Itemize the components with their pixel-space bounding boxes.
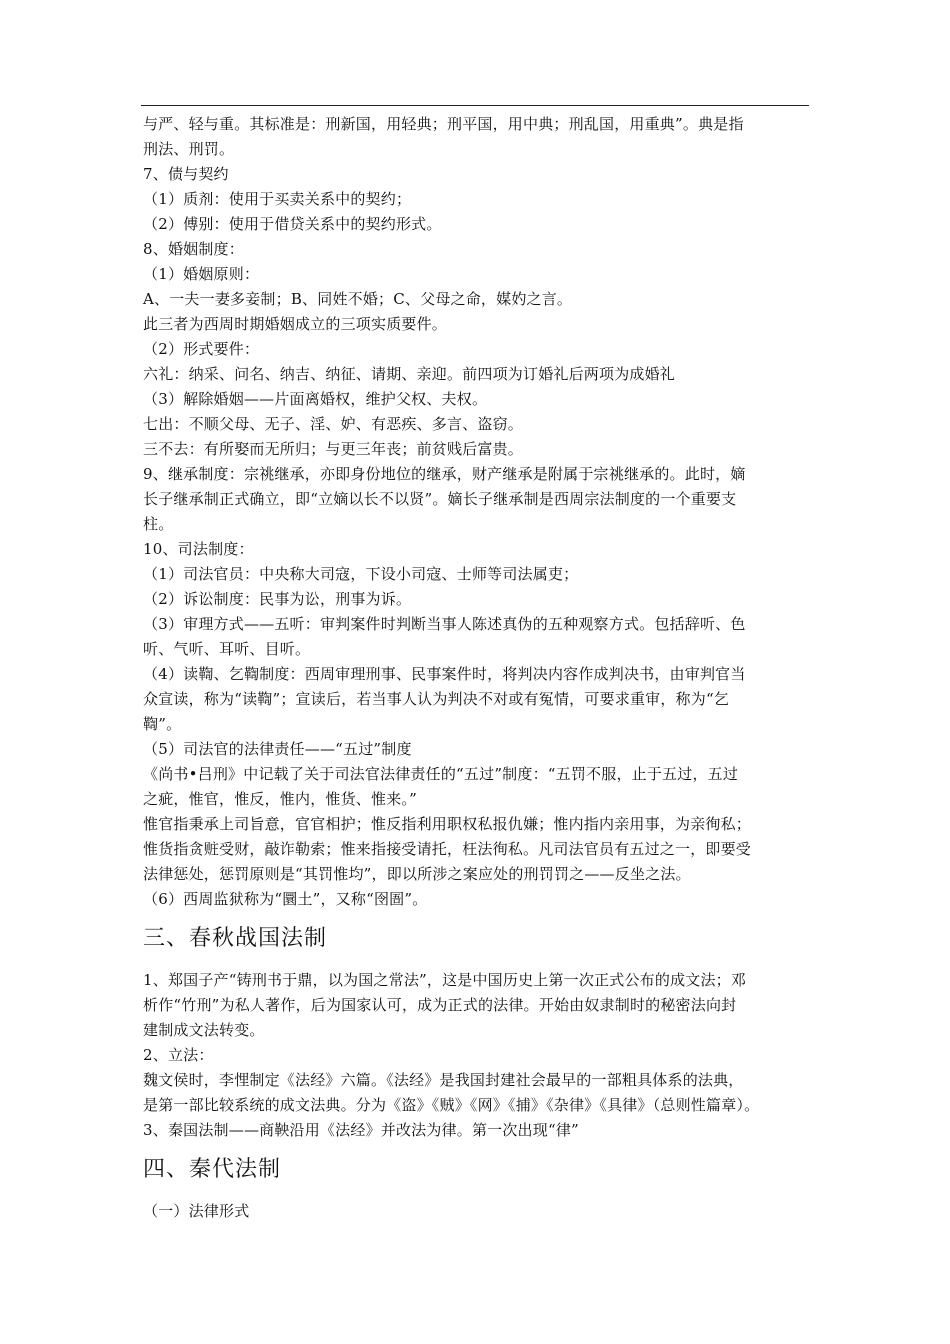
text-line: 9、继承制度：宗祧继承，亦即身份地位的继承，财产继承是附属于宗祧继承的。此时，嫡 <box>143 465 746 483</box>
section-spring-autumn-warring-states <box>143 968 811 1143</box>
text-line: 六礼：纳采、问名、纳吉、纳征、请期、亲迎。前四项为订婚礼后两项为成婚礼 <box>143 365 676 383</box>
text-line: 与严、轻与重。其标准是：刑新国，用轻典；刑平国，用中典；刑乱国，用重典”。典是指 <box>143 115 744 133</box>
text-line: 众宣读，称为“读鞫”；宣读后，若当事人认为判决不对或有冤情，可要求重审，称为“乞 <box>143 690 730 708</box>
text-line: 七出：不顺父母、无子、淫、妒、有恶疾、多言、盗窃。 <box>143 415 524 433</box>
text-line: 柱。 <box>143 515 174 533</box>
text-line: A、一夫一妻多妾制；B、同姓不婚；C、父母之命，媒妁之言。 <box>143 290 573 308</box>
text-line: 析作“竹刑”为私人著作，后为国家认可，成为正式的法律。开始由奴隶制时的秘密法向封 <box>143 996 737 1014</box>
text-line: 之疵，惟官，惟反，惟内，惟货、惟来。” <box>143 790 417 808</box>
text-line: 是第一部比较系统的成文法典。分为《盗》《贼》《网》《捕》《杂律》《具律》（总则性篇章）。 <box>143 1096 760 1114</box>
text-line: 此三者为西周时期婚姻成立的三项实质要件。 <box>143 315 448 333</box>
text-line: 《尚书•吕刑》中记载了关于司法官法律责任的“五过”制度：“五罚不服，止于五过，五过 <box>143 765 739 783</box>
text-line: 鞫”。 <box>143 715 182 733</box>
text-line: （2）形式要件： <box>143 340 260 358</box>
section-western-zhou-continued <box>143 112 811 912</box>
text-line: （6）西周监狱称为“圜土”，又称“囹圄”。 <box>143 890 428 908</box>
text-line: 10、司法制度： <box>143 540 254 558</box>
heading-qin-dynasty: 四、秦代法制 <box>143 1157 282 1182</box>
text-line: 三不去：有所娶而无所归；与更三年丧；前贫贱后富贵。 <box>143 440 524 458</box>
text-line: 听、气听、耳听、目听。 <box>143 640 311 658</box>
text-line: 魏文侯时，李悝制定《法经》六篇。《法经》是我国封建社会最早的一部粗具体系的法典， <box>143 1071 744 1089</box>
subheading-legal-forms: （一）法律形式 <box>143 1202 250 1220</box>
text-line: 3、秦国法制——商鞅沿用《法经》并改法为律。第一次出现“律” <box>143 1121 579 1139</box>
text-line: （4）读鞫、乞鞫制度：西周审理刑事、民事案件时，将判决内容作成判决书，由审判官当 <box>143 665 746 683</box>
text-line: 建制成文法转变。 <box>143 1021 265 1039</box>
text-line: （2）诉讼制度：民事为讼，刑事为诉。 <box>143 590 412 608</box>
text-line: 长子继承制正式确立，即“立嫡以长不以贤”。嫡长子继承制是西周宗法制度的一个重要支 <box>143 490 737 508</box>
text-line: 法律惩处，惩罚原则是“其罚惟均”，即以所涉之案应处的刑罚罚之——反坐之法。 <box>143 865 691 883</box>
text-line: 惟官指秉承上司旨意，官官相护；惟反指利用职权私报仇嫌；惟内指内亲用事，为亲徇私； <box>143 815 752 833</box>
text-line: 1、郑国子产“铸刑书于鼎，以为国之常法”，这是中国历史上第一次正式公布的成文法；邓 <box>143 971 747 989</box>
text-line: （2）傅别：使用于借贷关系中的契约形式。 <box>143 215 442 233</box>
text-line: 惟货指贪赃受财，敲诈勒索；惟来指接受请托，枉法徇私。凡司法官员有五过之一，即要受 <box>143 840 752 858</box>
text-line: （3）审理方式——五听：审判案件时判断当事人陈述真伪的五种观察方式。包括辞听、色 <box>143 615 746 633</box>
document-body <box>143 112 811 1224</box>
text-line: 刑法、刑罚。 <box>143 140 235 158</box>
header-rule <box>141 105 809 106</box>
text-line: 2、立法： <box>143 1046 214 1064</box>
text-line: （3）解除婚姻——片面离婚权，维护父权、夫权。 <box>143 390 488 408</box>
text-line: （1）质剂：使用于买卖关系中的契约； <box>143 190 412 208</box>
text-line: （1）婚姻原则： <box>143 265 260 283</box>
heading-spring-autumn-warring-states: 三、春秋战国法制 <box>143 926 328 951</box>
text-line: 8、婚姻制度： <box>143 240 244 258</box>
text-line: （1）司法官员：中央称大司寇，下设小司寇、士师等司法属吏； <box>143 565 579 583</box>
text-line: （5）司法官的法律责任——“五过”制度 <box>143 740 412 758</box>
text-line: 7、债与契约 <box>143 165 229 183</box>
